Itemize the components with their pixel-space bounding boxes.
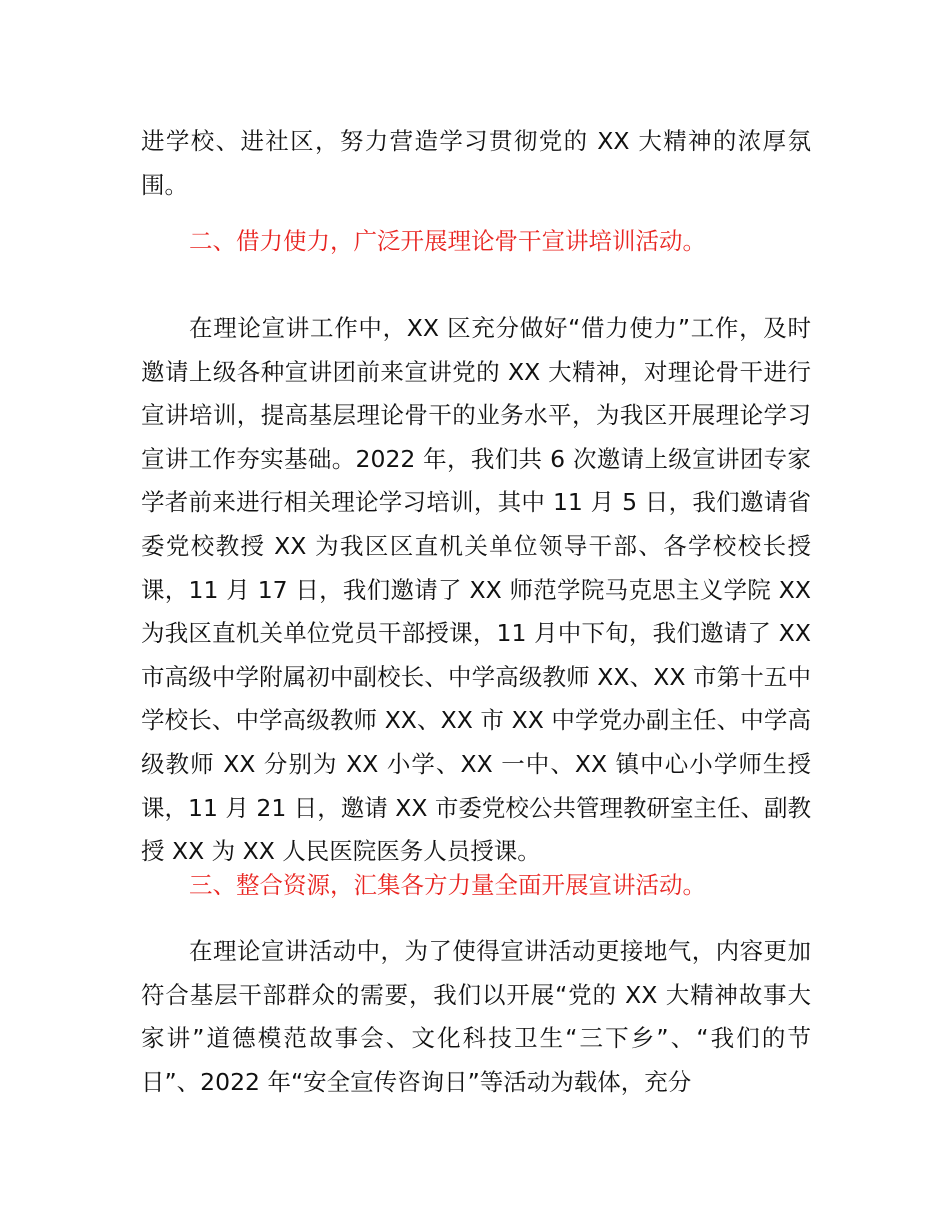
section-heading-2: 二、借力使力，广泛开展理论骨干宣讲培训活动。 bbox=[189, 227, 706, 255]
paragraph-section-2-body: 在理论宣讲工作中，XX 区充分做好“借力使力”工作，及时邀请上级各种宣讲团前来宣讲党的 XX 大精神，对理论骨干进行宣讲培训，提高基层理论骨干的业务水平，为我区开展理论学习宣讲工作夯实基础。2022 年，我们共 6 次邀请上级宣讲团专家学者前来进行相关理论学习培训，其中 11 月 5 日，我们邀请省委党校教授 XX 为我区区直机关单位领导干部、各学校校长授课，11 月 17 日，我们邀请了 XX 师范学院马克思主义学院 XX 为我区直机关单位党员干部授课，11 月中下旬，我们邀请了 XX 市高级中学附属初中副校长、中学高级教师 XX、XX 市第十五中学校长、中学高级教师 XX、XX 市 XX 中学党办副主任、中学高级教师 XX 分别为 XX 小学、XX 一中、XX 镇中心小学师生授课，11 月 21 日，邀请 XX 市委党校公共管理教研室主任、副教授 XX 为 XX 人民医院医务人员授课。 bbox=[141, 314, 811, 866]
paragraph-section-3-body: 在理论宣讲活动中，为了使得宣讲活动更接地气，内容更加符合基层干部群众的需要，我们以开展“党的 XX 大精神故事大家讲”道德模范故事会、文化科技卫生“三下乡”、“我们的节日”、2022 年“安全宣传咨询日”等活动为载体，充分 bbox=[141, 937, 811, 1096]
section-heading-3: 三、整合资源，汇集各方力量全面开展宣讲活动。 bbox=[189, 871, 706, 899]
paragraph-continuation: 进学校、进社区，努力营造学习贯彻党的 XX 大精神的浓厚氛围。 bbox=[141, 127, 811, 199]
